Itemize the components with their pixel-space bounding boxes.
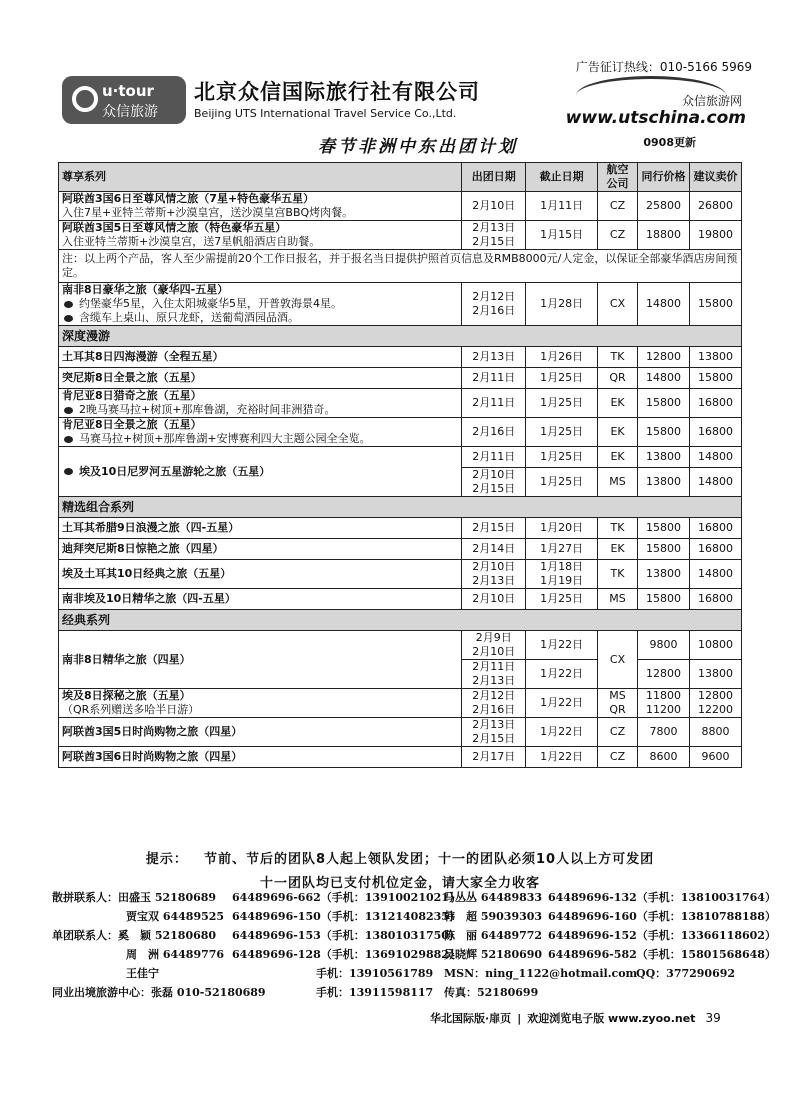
- table-row: 2月10日 2月15日 1月25日 MS 13800 14800: [59, 468, 742, 497]
- table-header-row: 尊享系列 出团日期 截止日期 航空公司 同行价格 建议卖价: [59, 163, 742, 192]
- table-row: 土耳其8日四海漫游（全程五星） 2月13日 1月26日 TK 12800 13800: [59, 347, 742, 368]
- table-row: 肯尼亚8日全景之旅（五星） 马赛马拉+树顶+那库鲁湖+安博赛利四大主题公园全全览。 2月16日 1月25日 EK 15800 16800: [59, 418, 742, 447]
- tips-label: 提示：: [145, 852, 188, 867]
- page-header: [60, 74, 750, 160]
- contacts-block: [52, 888, 776, 1002]
- tour-table: [58, 162, 742, 768]
- contact-line: 同业出境旅游中心：张磊 010-52180689 手机：13911598117 传真：52180699: [52, 986, 539, 999]
- bullet-icon: [64, 315, 73, 322]
- page-number: 39: [705, 1011, 721, 1025]
- company-name-en: Beijing UTS International Travel Service Co.,Ltd.: [194, 107, 457, 120]
- table-row: 南非8日精华之旅（四星） 2月9日 2月10日 1月22日 CX 9800 10800: [59, 631, 742, 660]
- bullet-icon: [64, 436, 73, 443]
- plan-title: 春节非洲中东出团计划: [318, 137, 518, 157]
- table-row: 阿联酋3国5日至尊风情之旅（特色豪华五星） 入住亚特兰蒂斯+沙漠皇宫，送7星帆船酒店自助餐。 2月13日 2月15日 1月15日 CZ 18800 19800: [59, 221, 742, 250]
- bullet-icon: [64, 468, 73, 475]
- tips-line2: 十一团队均已支付机位定金，请大家全力收客: [259, 876, 540, 891]
- section-jingxuan: 精选组合系列: [59, 497, 742, 518]
- contact-line: 周 洲 64489776 64489696-128（手机：13691029882） 吴晓辉 52180690 64489696-582（手机：15801568648）: [126, 948, 776, 961]
- table-row: 阿联酋3国5日时尚购物之旅（四星） 2月13日 2月15日 1月22日 CZ 7800 8800: [59, 718, 742, 747]
- table-row: 阿联酋3国6日至尊风情之旅（7星+特色豪华五星） 入住7星+亚特兰蒂斯+沙漠皇宫，送沙漠皇宫BBQ烤肉餐。 2月10日 1月11日 CZ 25800 26800: [59, 192, 742, 221]
- contact-line: 单团联系人：奚 颖 52180680 64489696-153（手机：13801031750） 陈 丽 64489772 64489696-152（手机：13366118602）: [52, 929, 776, 942]
- company-name-cn: 北京众信国际旅行社有限公司: [194, 80, 480, 104]
- page-footer: [430, 1010, 750, 1026]
- table-row: 埃及8日探秘之旅（五星） （QR系列赠送多哈半日游） 2月12日 2月16日 1月22日 MS QR 11800 11200 12800 12200: [59, 689, 742, 718]
- site-url[interactable]: www.utschina.com: [565, 108, 746, 128]
- table-row: 埃及10日尼罗河五星游轮之旅（五星） 2月11日 1月25日 EK 13800 14800: [59, 447, 742, 468]
- note-row: 注：以上两个产品，客人至少需提前20个工作日报名，并于报名当日提供护照首页信息及RMB8000元/人定金，以保证全部豪华酒店房间预定。: [59, 250, 742, 283]
- table-row: 突尼斯8日全景之旅（五星） 2月11日 1月25日 QR 14800 15800: [59, 368, 742, 389]
- logo-ring-icon: [72, 86, 98, 112]
- footer-link[interactable]: 欢迎浏览电子版 www.zyoo.net: [527, 1012, 696, 1025]
- site-label: 众信旅游网: [681, 94, 742, 108]
- utour-logo: u·tour 众信旅游: [62, 76, 186, 124]
- table-row: 迪拜突尼斯8日惊艳之旅（四星） 2月14日 1月27日 EK 15800 16800: [59, 539, 742, 560]
- section-jingdian: 经典系列: [59, 610, 742, 631]
- bullet-icon: [64, 301, 73, 308]
- contact-line: 贾宝双 64489525 64489696-150（手机：13121408235） 韩 超 59039303 64489696-160（手机：13810788188）: [126, 910, 776, 923]
- table-row: 埃及土耳其10日经典之旅（五星） 2月10日 2月13日 1月18日 1月19日 TK 13800 14800: [59, 560, 742, 589]
- tips-block: [50, 848, 750, 891]
- contact-line: 散拼联系人：田盛玉 52180689 64489696-662（手机：13910021021） 马丛丛 64489833 64489696-132（手机：13810031764）: [52, 891, 776, 904]
- footer-separator: |: [517, 1012, 522, 1025]
- table-row: 阿联酋3国6日时尚购物之旅（四星） 2月17日 1月22日 CZ 8600 9600: [59, 747, 742, 768]
- section-shendu: 深度漫游: [59, 326, 742, 347]
- bullet-icon: [64, 407, 73, 414]
- table-row: 土耳其希腊9日浪漫之旅（四-五星） 2月15日 1月20日 TK 15800 16800: [59, 518, 742, 539]
- contact-line: 王佳宁 手机：13910561789 MSN：ning_1122@hotmail.com QQ：377290692: [126, 967, 736, 980]
- table-row: 2月11日 2月13日 1月22日 12800 13800: [59, 660, 742, 689]
- tips-line1: 节前、节后的团队8人起上领队发团；十一的团队必须10人以上方可发团: [203, 852, 655, 867]
- table-row: 肯尼亚8日猎奇之旅（五星） 2晚马赛马拉+树顶+那库鲁湖，充裕时间非洲猎奇。 2月11日 1月25日 EK 15800 16800: [59, 389, 742, 418]
- ad-hotline: 广告征订热线：010-5166 5969: [575, 60, 752, 74]
- footer-edition: 华北国际版·扉页: [430, 1012, 512, 1025]
- update-note: 0908更新: [643, 136, 696, 149]
- table-row: 南非8日豪华之旅（豪华四-五星） 约堡豪华5星，入住太阳城豪华5星，开普敦海景4星。 含缆车上桌山、原只龙虾，送葡萄酒园品酒。 2月12日 2月16日 1月28日 CX 14800 15800: [59, 283, 742, 326]
- table-row: 南非埃及10日精华之旅（四-五星） 2月10日 1月25日 MS 15800 16800: [59, 589, 742, 610]
